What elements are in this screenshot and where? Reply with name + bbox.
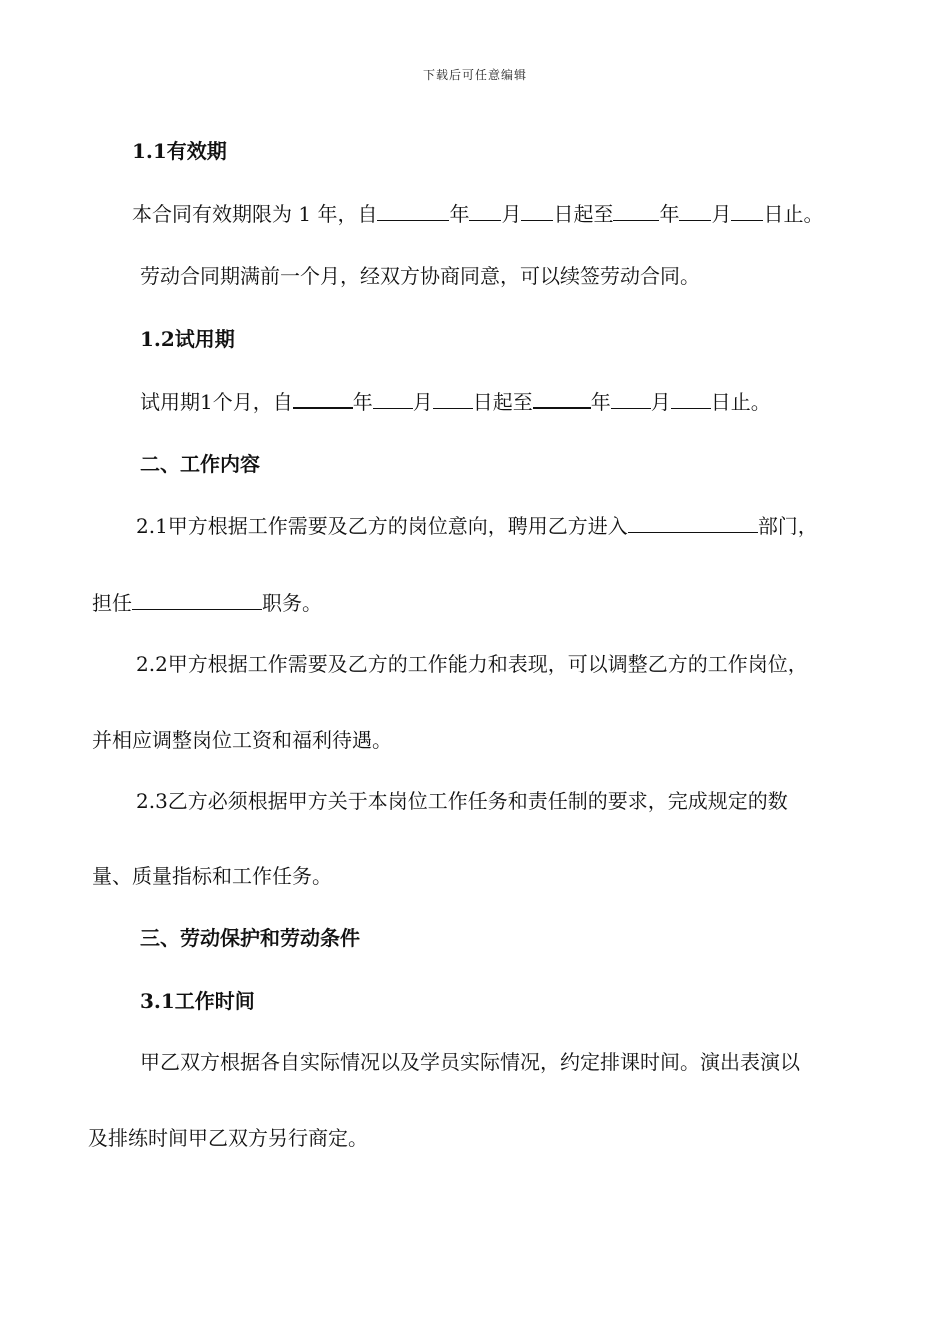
year-label: 年 xyxy=(449,202,470,226)
department-blank[interactable] xyxy=(628,514,758,533)
probation-text-start: 试用期1个月，自 xyxy=(140,390,293,414)
probation-start-day-blank[interactable] xyxy=(433,390,473,409)
month-label: 月 xyxy=(412,390,433,414)
month-label: 月 xyxy=(501,202,522,226)
probation-start-month-blank[interactable] xyxy=(373,390,413,409)
day-end-label: 日止。 xyxy=(763,202,824,226)
end-month-blank[interactable] xyxy=(679,202,711,221)
month-label: 月 xyxy=(711,202,732,226)
start-month-blank[interactable] xyxy=(469,202,501,221)
day-start-label: 日起至 xyxy=(553,202,614,226)
probation-period-line xyxy=(140,388,771,416)
clause-2-2-line-1: 2.2甲方根据工作需要及乙方的工作能力和表现，可以调整乙方的工作岗位， xyxy=(136,652,808,676)
probation-end-month-blank[interactable] xyxy=(611,390,651,409)
clause-2-1-line-2 xyxy=(92,589,322,617)
department-label: 部门， xyxy=(757,514,818,538)
validity-text-start: 本合同有效期限为 1 年，自 xyxy=(132,202,378,226)
position-label: 职务。 xyxy=(262,591,322,615)
year-label: 年 xyxy=(659,202,680,226)
year-label: 年 xyxy=(352,390,373,414)
clause-2-1-line-1 xyxy=(136,512,818,540)
clause-3-1-line-1: 甲乙双方根据各自实际情况以及学员实际情况，约定排课时间。演出表演以 xyxy=(140,1050,800,1074)
day-end-label: 日止。 xyxy=(710,390,771,414)
section-1-2-title: 1.2试用期 xyxy=(140,327,235,351)
header-note: 下载后可任意编辑 xyxy=(422,68,527,82)
section-2-title: 二、工作内容 xyxy=(140,452,260,476)
validity-period-line xyxy=(132,200,823,228)
section-3-title: 三、劳动保护和劳动条件 xyxy=(140,926,360,950)
start-year-blank[interactable] xyxy=(377,202,449,221)
day-start-label: 日起至 xyxy=(472,390,533,414)
renewal-text: 劳动合同期满前一个月，经双方协商同意，可以续签劳动合同。 xyxy=(140,264,700,288)
clause-2-1-text: 2.1甲方根据工作需要及乙方的岗位意向，聘用乙方进入 xyxy=(136,514,628,538)
section-1-1-title: 1.1有效期 xyxy=(132,139,227,163)
clause-2-2-line-2: 并相应调整岗位工资和福利待遇。 xyxy=(92,728,392,752)
year-label: 年 xyxy=(590,390,611,414)
probation-start-year-blank[interactable] xyxy=(293,389,353,409)
clause-2-3-line-2: 量、质量指标和工作任务。 xyxy=(92,864,332,888)
position-text: 担任 xyxy=(92,591,132,615)
section-3-1-title: 3.1工作时间 xyxy=(140,989,255,1013)
probation-end-day-blank[interactable] xyxy=(671,390,711,409)
end-day-blank[interactable] xyxy=(731,202,763,221)
start-day-blank[interactable] xyxy=(521,202,553,221)
end-year-blank[interactable] xyxy=(613,202,659,221)
probation-end-year-blank[interactable] xyxy=(533,389,591,409)
month-label: 月 xyxy=(650,390,671,414)
clause-3-1-line-2: 及排练时间甲乙双方另行商定。 xyxy=(88,1126,368,1150)
position-blank[interactable] xyxy=(132,591,262,610)
clause-2-3-line-1: 2.3乙方必须根据甲方关于本岗位工作任务和责任制的要求，完成规定的数 xyxy=(136,789,788,813)
